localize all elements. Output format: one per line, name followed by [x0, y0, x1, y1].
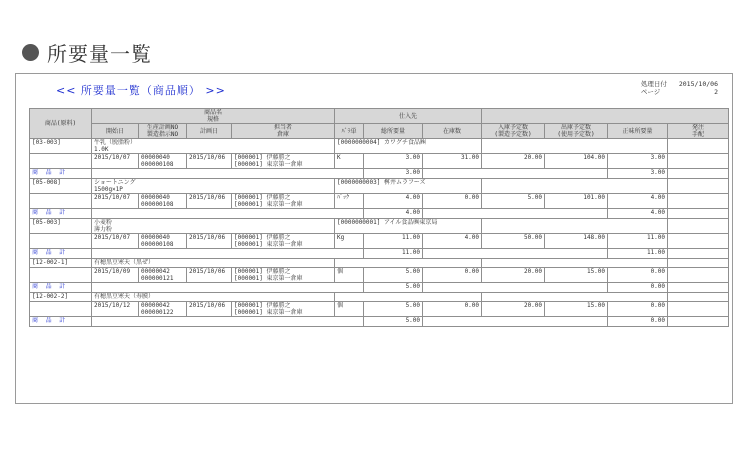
- subtotal-empty-2: [423, 209, 608, 219]
- detail-order-no: 00000040 000000108: [139, 194, 187, 209]
- subtotal-label: 商 品 計: [30, 283, 92, 293]
- subtotal-empty: [92, 317, 364, 327]
- header-order-no: 生産計画NO 製造指示NO: [139, 124, 187, 139]
- item-blank: [482, 139, 668, 154]
- subtotal-label: 商 品 計: [30, 249, 92, 259]
- detail-required: 5.00: [364, 302, 423, 317]
- item-name: 牛乳（脱脂粉）: [94, 139, 137, 146]
- item-name-spec: [92, 139, 335, 154]
- subtotal-required: 5.00: [364, 317, 423, 327]
- item-name: ショートニング: [94, 179, 136, 186]
- subtotal-row: [30, 249, 729, 259]
- item-row: [30, 259, 729, 268]
- detail-order-point: [668, 154, 729, 169]
- detail-net-required: 4.00: [608, 194, 668, 209]
- report-frame: [15, 73, 733, 404]
- item-supplier: [335, 293, 482, 302]
- detail-plan-date: 2015/10/06: [187, 234, 232, 249]
- subtotal-row: [30, 283, 729, 293]
- detail-row: [30, 268, 729, 283]
- item-name: 有穂黒豆寒天（寿膜）: [94, 293, 155, 300]
- item-supplier: [335, 259, 482, 268]
- detail-start-date: 2015/10/12: [92, 302, 139, 317]
- detail-out-scheduled: 101.00: [545, 194, 608, 209]
- detail-plan-date: 2015/10/06: [187, 154, 232, 169]
- item-name-spec: [92, 179, 335, 194]
- detail-out-scheduled: 104.00: [545, 154, 608, 169]
- table-body: [30, 139, 729, 327]
- subtotal-empty-3: [668, 209, 729, 219]
- detail-out-scheduled: 148.00: [545, 234, 608, 249]
- item-blank: [482, 293, 668, 302]
- item-spec: 1500g×1P: [94, 186, 123, 193]
- subtotal-empty-2: [423, 283, 608, 293]
- subtotal-required: 4.00: [364, 209, 423, 219]
- header-plan-date: 計画日: [187, 124, 232, 139]
- item-code: [05-003]: [30, 219, 92, 234]
- detail-plan-date: 2015/10/06: [187, 302, 232, 317]
- detail-stock: 4.00: [423, 234, 482, 249]
- detail-net-required: 0.00: [608, 268, 668, 283]
- subtotal-required: 3.00: [364, 169, 423, 179]
- detail-person: [000001] 伊藤勝之 [000001] 東京第一倉庫: [232, 302, 335, 317]
- subtotal-net: 4.00: [608, 209, 668, 219]
- item-code: [12-002-2]: [30, 293, 92, 302]
- detail-required: 11.00: [364, 234, 423, 249]
- page-value: 2: [714, 88, 718, 96]
- detail-person: [000001] 伊藤勝之 [000001] 東京第一倉庫: [232, 194, 335, 209]
- detail-stock: 0.00: [423, 268, 482, 283]
- item-spec: 薄力粉: [94, 226, 113, 233]
- item-name-spec: [92, 293, 335, 302]
- item-row: [30, 219, 729, 234]
- header-out-scheduled: 出庫予定数 (使用予定数): [545, 124, 608, 139]
- detail-order-no: 00000042 000000121: [139, 268, 187, 283]
- subtotal-required: 11.00: [364, 249, 423, 259]
- subtotal-label: 商 品 計: [30, 317, 92, 327]
- detail-required: 3.00: [364, 154, 423, 169]
- report-title: << 所要量一覧（商品順） >>: [56, 84, 226, 97]
- subtotal-row: [30, 169, 729, 179]
- subtotal-label: 商 品 計: [30, 209, 92, 219]
- header-unit: ﾊﾞﾗ単: [335, 124, 364, 139]
- detail-person: [000001] 伊藤勝之 [000001] 東京第一倉庫: [232, 268, 335, 283]
- subtotal-net: 3.00: [608, 169, 668, 179]
- subtotal-empty: [92, 249, 364, 259]
- header-net-required: 正味所要量: [608, 124, 668, 139]
- detail-order-point: [668, 194, 729, 209]
- detail-in-scheduled: 5.00: [482, 194, 545, 209]
- detail-person: [000001] 伊藤勝之 [000001] 東京第一倉庫: [232, 154, 335, 169]
- detail-unit: K: [335, 154, 364, 169]
- detail-empty: [30, 154, 92, 169]
- item-blank-end: [668, 219, 729, 234]
- subtotal-net: 0.00: [608, 283, 668, 293]
- subtotal-empty-3: [668, 249, 729, 259]
- item-blank-end: [668, 293, 729, 302]
- detail-in-scheduled: 20.00: [482, 268, 545, 283]
- item-name-spec: [92, 219, 335, 234]
- subtotal-row: [30, 209, 729, 219]
- detail-in-scheduled: 20.00: [482, 302, 545, 317]
- detail-net-required: 3.00: [608, 154, 668, 169]
- item-blank: [482, 219, 668, 234]
- subtotal-empty-2: [423, 317, 608, 327]
- page-label: ページ: [640, 88, 661, 96]
- detail-stock: 0.00: [423, 302, 482, 317]
- item-supplier: [0000000003] 桝井ムラフーズ: [335, 179, 482, 194]
- header-start-date: 開始日: [92, 124, 139, 139]
- detail-person: [000001] 伊藤勝之 [000001] 東京第一倉庫: [232, 234, 335, 249]
- detail-start-date: 2015/10/07: [92, 194, 139, 209]
- detail-start-date: 2015/10/07: [92, 234, 139, 249]
- detail-in-scheduled: 50.00: [482, 234, 545, 249]
- header-name-spec: 商品名 規格: [92, 109, 335, 124]
- subtotal-required: 5.00: [364, 283, 423, 293]
- detail-row: [30, 194, 729, 209]
- date-label: 処理日付: [640, 80, 667, 88]
- detail-required: 5.00: [364, 268, 423, 283]
- subtotal-empty: [92, 169, 364, 179]
- item-blank-end: [668, 259, 729, 268]
- date-value: 2015/10/06: [678, 80, 718, 88]
- item-row: [30, 179, 729, 194]
- item-row: [30, 293, 729, 302]
- subtotal-empty-2: [423, 249, 608, 259]
- detail-empty: [30, 234, 92, 249]
- item-code: [03-003]: [30, 139, 92, 154]
- header-order-point: 発注 手配: [668, 124, 729, 139]
- detail-stock: 0.00: [423, 194, 482, 209]
- subtotal-empty-2: [423, 169, 608, 179]
- header-supplier: 仕入先: [335, 109, 482, 124]
- detail-unit: Kg: [335, 234, 364, 249]
- detail-row: [30, 302, 729, 317]
- detail-order-point: [668, 268, 729, 283]
- header-person: 担当者 倉庫: [232, 124, 335, 139]
- detail-order-point: [668, 302, 729, 317]
- detail-empty: [30, 268, 92, 283]
- detail-plan-date: 2015/10/06: [187, 268, 232, 283]
- subtotal-row: [30, 317, 729, 327]
- item-name: 小麦粉: [94, 219, 113, 226]
- detail-net-required: 11.00: [608, 234, 668, 249]
- detail-stock: 31.00: [423, 154, 482, 169]
- item-spec: 1.0K: [94, 146, 109, 153]
- detail-order-point: [668, 234, 729, 249]
- detail-in-scheduled: 20.00: [482, 154, 545, 169]
- detail-row: [30, 154, 729, 169]
- report-info: [641, 80, 718, 96]
- subtotal-empty-3: [668, 283, 729, 293]
- detail-plan-date: 2015/10/06: [187, 194, 232, 209]
- detail-empty: [30, 194, 92, 209]
- item-blank-end: [668, 139, 729, 154]
- item-supplier: [0000000004] カワグチ食品㈱: [335, 139, 482, 154]
- subtotal-empty-3: [668, 317, 729, 327]
- detail-unit: 個: [335, 302, 364, 317]
- requirements-table: [29, 108, 729, 327]
- header-item: 商品(原料): [30, 109, 92, 139]
- detail-required: 4.00: [364, 194, 423, 209]
- item-blank: [482, 259, 668, 268]
- detail-net-required: 0.00: [608, 302, 668, 317]
- detail-out-scheduled: 15.00: [545, 302, 608, 317]
- page-heading: [22, 38, 152, 67]
- detail-start-date: 2015/10/07: [92, 154, 139, 169]
- subtotal-empty: [92, 209, 364, 219]
- subtotal-net: 0.00: [608, 317, 668, 327]
- item-name: 有穂黒豆寒天（黒ぜ）: [94, 259, 155, 266]
- header-stock: 在庫数: [423, 124, 482, 139]
- detail-out-scheduled: 15.00: [545, 268, 608, 283]
- item-blank-end: [668, 179, 729, 194]
- detail-order-no: 00000040 000000108: [139, 154, 187, 169]
- detail-order-no: 00000042 000000122: [139, 302, 187, 317]
- item-code: [05-008]: [30, 179, 92, 194]
- item-row: [30, 139, 729, 154]
- item-supplier: [0000000001] アイル食品㈱東京局: [335, 219, 482, 234]
- header-in-scheduled: 入庫予定数 (製造予定数): [482, 124, 545, 139]
- subtotal-label: 商 品 計: [30, 169, 92, 179]
- item-blank: [482, 179, 668, 194]
- detail-order-no: 00000040 000000108: [139, 234, 187, 249]
- item-name-spec: [92, 259, 335, 268]
- detail-empty: [30, 302, 92, 317]
- page-title: 所要量一覧: [47, 42, 152, 66]
- detail-unit: ﾊﾟｯｸ: [335, 194, 364, 209]
- detail-unit: 個: [335, 268, 364, 283]
- subtotal-empty-3: [668, 169, 729, 179]
- item-code: [12-002-1]: [30, 259, 92, 268]
- detail-start-date: 2015/10/09: [92, 268, 139, 283]
- header-blank: [482, 109, 729, 124]
- subtotal-empty: [92, 283, 364, 293]
- bullet-icon: [22, 44, 39, 61]
- header-required: 総所要量: [364, 124, 423, 139]
- subtotal-net: 11.00: [608, 249, 668, 259]
- detail-row: [30, 234, 729, 249]
